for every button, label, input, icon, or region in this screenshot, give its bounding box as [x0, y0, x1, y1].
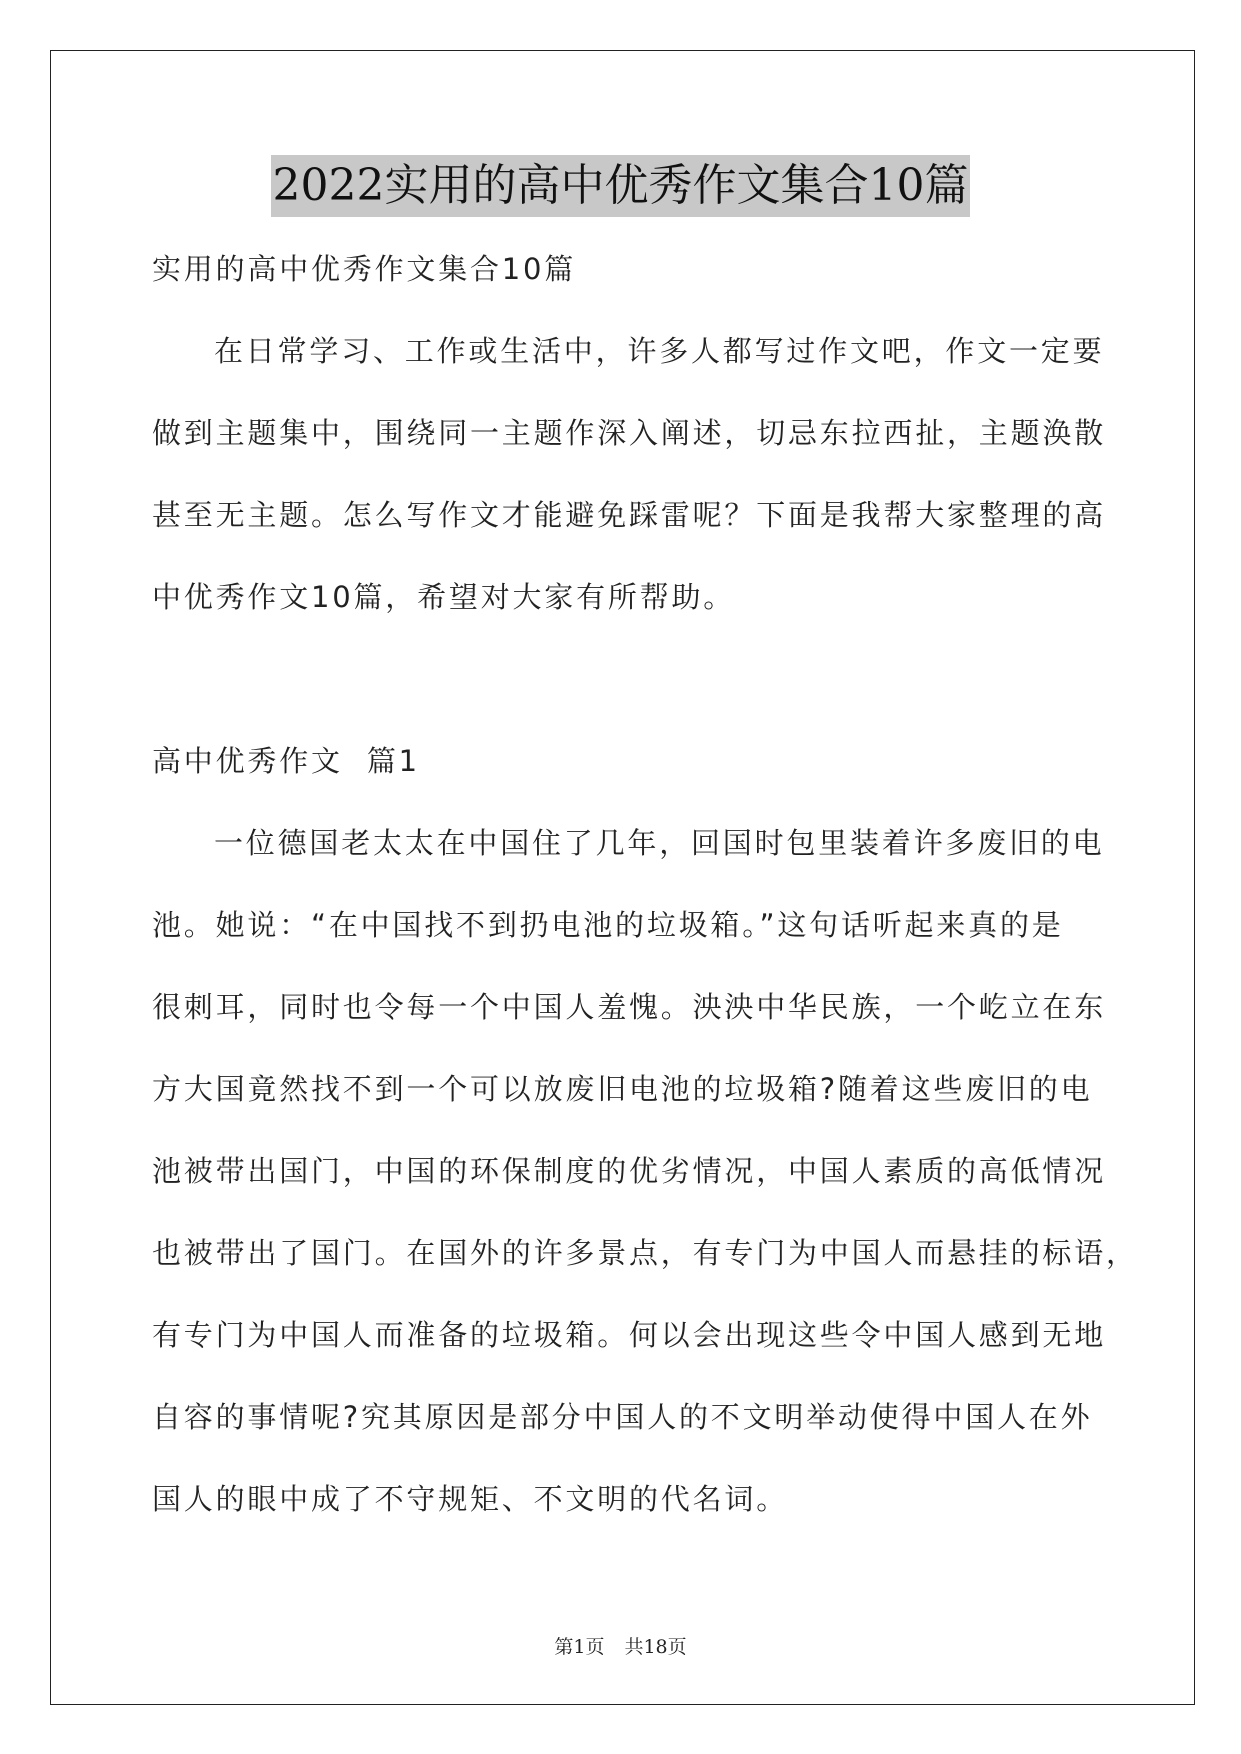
body-line: 池。她说：“在中国找不到扔电池的垃圾箱。”这句话听起来真的是: [152, 908, 1064, 942]
body-line: 很刺耳，同时也令每一个中国人羞愧。泱泱中华民族，一个屹立在东: [152, 990, 1107, 1024]
paragraph-spacer: [152, 638, 1102, 720]
intro-line: 在日常学习、工作或生活中，许多人都写过作文吧，作文一定要: [214, 334, 1105, 368]
body-line: 方大国竟然找不到一个可以放废旧电池的垃圾箱?随着这些废旧的电: [152, 1072, 1093, 1106]
body-line: 有专门为中国人而准备的垃圾箱。何以会出现这些令中国人感到无地: [152, 1318, 1107, 1352]
title-wrap: [0, 155, 1241, 217]
document-title: 2022实用的高中优秀作文集合10篇: [271, 155, 971, 217]
intro-line: 甚至无主题。怎么写作文才能避免踩雷呢？下面是我帮大家整理的高: [152, 498, 1107, 532]
body-line: 也被带出了国门。在国外的许多景点，有专门为中国人而悬挂的标语，: [152, 1236, 1138, 1270]
body-line: 池被带出国门，中国的环保制度的优劣情况，中国人素质的高低情况: [152, 1154, 1107, 1188]
section-heading: 高中优秀作文 篇1: [152, 744, 420, 778]
body-line: 国人的眼中成了不守规矩、不文明的代名词。: [152, 1482, 789, 1516]
intro-line: 中优秀作文10篇，希望对大家有所帮助。: [152, 580, 736, 614]
subtitle: 实用的高中优秀作文集合10篇: [152, 252, 577, 286]
body-line: 自容的事情呢?究其原因是部分中国人的不文明举动使得中国人在外: [152, 1400, 1093, 1434]
document-body: [152, 228, 1138, 1540]
intro-line: 做到主题集中，围绕同一主题作深入阐述，切忌东拉西扯，主题涣散: [152, 416, 1107, 450]
total-pages: 共18页: [624, 1636, 687, 1658]
body-line: 一位德国老太太在中国住了几年，回国时包里装着许多废旧的电: [214, 826, 1105, 860]
page-footer: [0, 1632, 1241, 1659]
page-number: 第1页: [554, 1636, 605, 1658]
